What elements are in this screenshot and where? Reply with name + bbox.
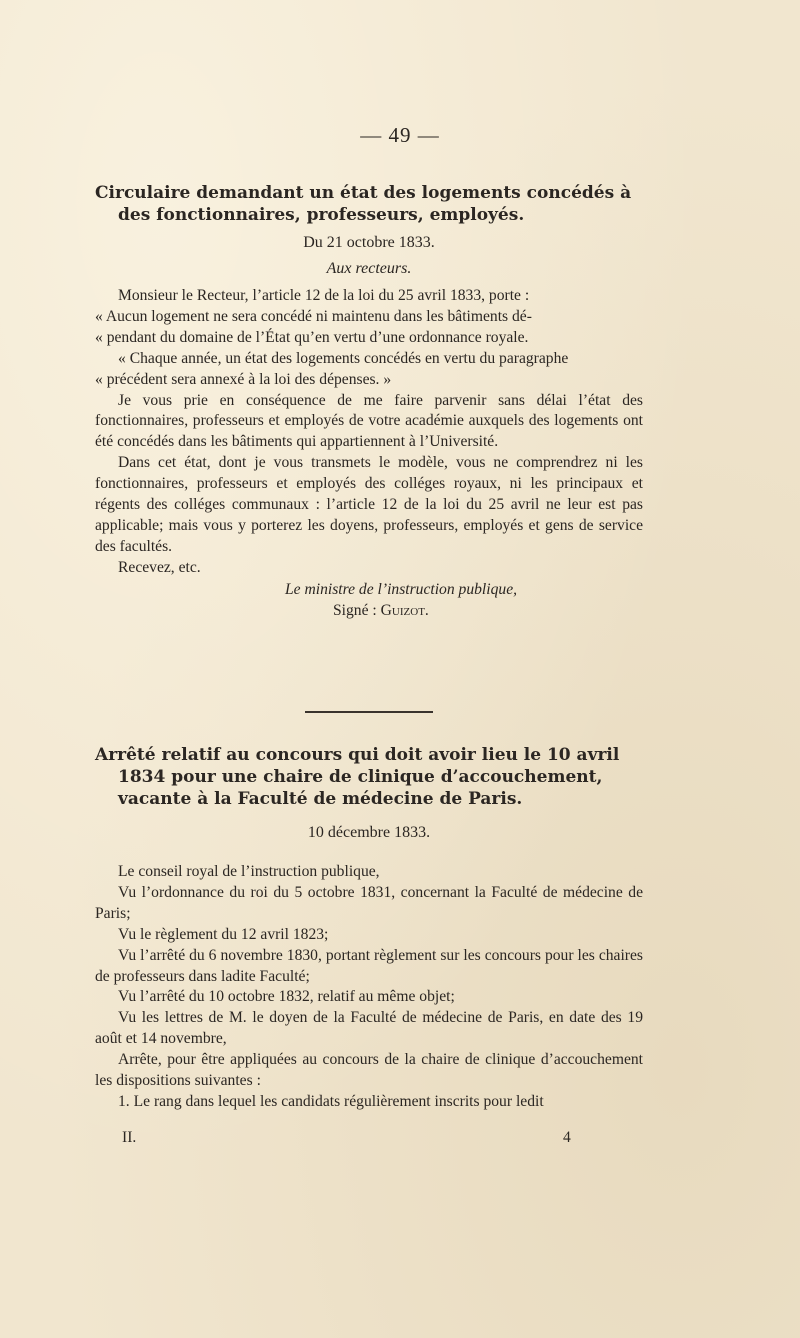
circular-section — [95, 182, 643, 621]
circular-paragraph: Recevez, etc. — [118, 558, 201, 576]
decree-paragraph: Le conseil royal de l’instruction publique, — [118, 863, 380, 880]
decree-paragraph: Vu l’arrêté du 6 novembre 1830, portant règlement sur les concours pour les chaires de professeurs dans ladite Faculté; — [95, 946, 643, 985]
decree-paragraph: Arrête, pour être appliquées au concours de la chaire de clinique d’accouchement les dispositions suivantes : — [95, 1051, 643, 1090]
signature-name: Guizot. — [380, 601, 429, 619]
signature — [333, 600, 643, 621]
decree-paragraph: Vu l’ordonnance du roi du 5 octobre 1831, concernant la Faculté de médecine de Paris; — [95, 883, 643, 922]
signature-mark-left: II. — [122, 1129, 137, 1146]
circular-quote-line: « pendant du domaine de l’État qu’en vertu d’une ordonnance royale. — [95, 328, 529, 346]
signature-title: Le ministre de l’instruction publique, — [285, 580, 518, 598]
decree-section — [95, 744, 643, 1113]
section-divider — [305, 711, 433, 713]
decree-paragraph: Vu les lettres de M. le doyen de la Faculté de médecine de Paris, en date des 19 août et 14 novembre, — [95, 1009, 643, 1048]
circular-quote-line: « Aucun logement ne sera concédé ni maintenu dans les bâtiments dé- — [95, 307, 532, 325]
decree-body — [95, 862, 643, 1113]
circular-addressee: Aux recteurs. — [326, 260, 412, 277]
circular-paragraph: Monsieur le Recteur, l’article 12 de la loi du 25 avril 1833, porte : — [118, 287, 530, 304]
circular-quote-line: « Chaque année, un état des logements concédés en vertu du paragraphe — [118, 349, 569, 367]
decree-article: 1. Le rang dans lequel les candidats régulièrement inscrits pour ledit — [118, 1092, 544, 1110]
decree-title: Arrêté relatif au concours qui doit avoir lieu le 10 avril 1834 pour une chaire de clinique d’accouchement, vacante à la Faculté de médecine de Paris. — [95, 745, 620, 809]
circular-paragraph: Dans cet état, dont je vous transmets le modèle, vous ne comprendrez ni les fonctionnaires, professeurs et employés des colléges royaux, ni les principaux et régents des colléges communaux : l’article 12 de la loi du 25 avril ne leur est pas applicable; mais vous y porterez les doyens, professeurs, employés et gens de service des facultés. — [95, 454, 643, 555]
circular-paragraph: Je vous prie en conséquence de me faire parvenir sans délai l’état des fonctionnaires, professeurs et employés de votre académie auxquels des logements ont été concédés dans les bâtiments qui appartiennent à l’Université. — [95, 391, 643, 451]
decree-paragraph: Vu l’arrêté du 10 octobre 1832, relatif au même objet; — [118, 988, 455, 1006]
circular-body — [95, 286, 643, 579]
circular-date: Du 21 octobre 1833. — [303, 234, 435, 251]
circular-title: Circulaire demandant un état des logements concédés à des fonctionnaires, professeurs, employés. — [95, 183, 632, 225]
circular-quote-line: « précédent sera annexé à la loi des dépenses. » — [95, 370, 392, 388]
signature-label: Signé : — [333, 601, 377, 619]
page-number: — 49 — — [360, 123, 440, 147]
signature-mark-right: 4 — [563, 1129, 571, 1146]
decree-paragraph: Vu le règlement du 12 avril 1823; — [118, 925, 329, 943]
decree-date: 10 décembre 1833. — [307, 824, 431, 841]
